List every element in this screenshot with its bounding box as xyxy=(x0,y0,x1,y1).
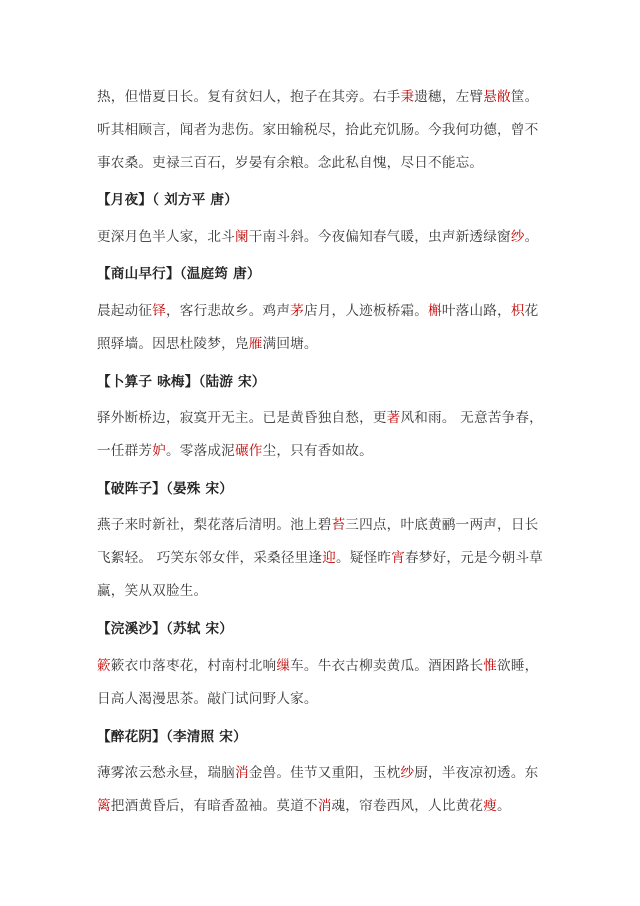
line-12 xyxy=(97,689,318,709)
text-run: 厨，半夜凉初透。东 xyxy=(414,765,539,781)
highlighted-word: 槲 xyxy=(428,303,442,319)
highlighted-word: 碾作 xyxy=(234,443,263,459)
text-run: 。疑怪昨 xyxy=(336,550,392,566)
text-run: 薄雾浓云愁永昼，瑞脑 xyxy=(97,765,235,781)
highlighted-word: 惟 xyxy=(483,658,498,674)
line-8 xyxy=(97,515,538,535)
highlighted-word: 苔 xyxy=(331,517,346,533)
text-run: 遗穗，左臂 xyxy=(414,89,484,105)
poem-heading-zuihuayin: 【醉花阴】（李清照 宋） xyxy=(97,729,247,745)
line-3 xyxy=(97,227,538,247)
text-run: 听其相顾言，闻者为悲伤。家田输税尽，拾此充饥肠。今我何功德，曾不 xyxy=(97,122,539,138)
text-run: 魂，帘卷西风，人比黄花 xyxy=(331,798,484,814)
text-run: 春梦好，元是今朝斗草 xyxy=(405,550,543,566)
text-run: 店月，人迹板桥霜。 xyxy=(303,303,429,319)
line-6 xyxy=(97,408,543,428)
highlighted-word: 雁 xyxy=(248,336,263,352)
text-run: 筐。 xyxy=(510,89,539,105)
text-run: 风和雨。 无意苦争春， xyxy=(400,410,543,426)
text-run: 车。牛衣古柳卖黄瓜。酒困路长 xyxy=(290,658,484,674)
highlighted-word: 纱 xyxy=(400,765,415,781)
text-run: 尘，只有香如故。 xyxy=(262,443,373,459)
text-run: 赢，笑从双脸生。 xyxy=(97,583,208,599)
line-13 xyxy=(97,763,538,783)
text-run: 。 xyxy=(497,798,511,814)
poem-heading-shangshan: 【商山早行】（温庭筠 唐） xyxy=(97,266,261,282)
highlighted-word: 妒 xyxy=(152,443,166,459)
text-run: 更深月色半人家，北斗 xyxy=(97,229,235,245)
highlighted-word: 秉 xyxy=(400,89,415,105)
highlighted-word: 阑 xyxy=(234,229,249,245)
text-run: 。 xyxy=(524,229,539,245)
text-run: 欲睡， xyxy=(497,658,539,674)
line-14 xyxy=(97,796,511,816)
text-run: 日高人渴漫思茶。敲门试问野人家。 xyxy=(97,691,318,707)
line-5 xyxy=(97,334,318,354)
line-9 xyxy=(97,548,543,568)
poem-heading-busuanzi: 【卜算子 咏梅】（陆游 宋） xyxy=(97,374,266,390)
text-run: 满回塘。 xyxy=(262,336,318,352)
text-run: 热，但惜夏日长。复有贫妇人，抱子在其旁。右手 xyxy=(97,89,401,105)
line-7 xyxy=(97,441,373,461)
text-run: 三四点，叶底黄鹂一两声，日长 xyxy=(345,517,539,533)
text-run: 飞絮轻。 巧笑东邻女伴，采桑径里逢 xyxy=(97,550,323,566)
text-run: 干南斗斜。今夜偏知春气暖，虫声新透绿窗 xyxy=(248,229,511,245)
highlighted-word: 茅 xyxy=(290,303,304,319)
line-0 xyxy=(97,87,538,107)
highlighted-word: 宵 xyxy=(391,550,406,566)
highlighted-word: 簌 xyxy=(97,658,111,674)
text-run: 。零落成泥 xyxy=(165,443,235,459)
text-run: 驿外断桥边，寂寞开无主。已是黄昏独自愁，更 xyxy=(97,410,387,426)
text-run: 叶落山路， xyxy=(441,303,511,319)
highlighted-word: 著 xyxy=(386,410,401,426)
text-run: 燕子来时新社，梨花落后清明。池上碧 xyxy=(97,517,332,533)
poem-heading-huanxisha: 【浣溪沙】（苏轼 宋） xyxy=(97,621,234,637)
highlighted-word: 消 xyxy=(317,798,332,814)
poem-heading-yueye: 【月夜】（ 刘方平 唐） xyxy=(97,192,239,208)
highlighted-word: 缫 xyxy=(276,658,291,674)
text-run: 一任群芳 xyxy=(97,443,153,459)
line-4 xyxy=(97,301,538,321)
text-run: 事农桑。吏禄三百石，岁晏有余粮。念此私自愧，尽日不能忘。 xyxy=(97,155,484,171)
line-10 xyxy=(97,581,207,601)
highlighted-word: 枳 xyxy=(510,303,525,319)
line-11 xyxy=(97,656,538,676)
text-run: 簌衣巾落枣花，村南村北响 xyxy=(110,658,277,674)
highlighted-word: 纱 xyxy=(510,229,525,245)
text-run: 照驿墙。因思杜陵梦，凫 xyxy=(97,336,249,352)
highlighted-word: 消 xyxy=(234,765,249,781)
highlighted-word: 瘦 xyxy=(483,798,498,814)
text-run: 晨起动征 xyxy=(97,303,153,319)
text-run: 金兽。佳节又重阳，玉枕 xyxy=(248,765,401,781)
highlighted-word: 迎 xyxy=(322,550,337,566)
highlighted-word: 篱 xyxy=(97,798,111,814)
text-run: 把酒黄昏后，有暗香盈袖。莫道不 xyxy=(110,798,318,814)
highlighted-word: 铎 xyxy=(152,303,166,319)
highlighted-word: 悬敝 xyxy=(483,89,511,105)
text-run: 花 xyxy=(524,303,539,319)
text-run: ，客行悲故乡。鸡声 xyxy=(165,303,291,319)
poem-heading-pozhenzi: 【破阵子】（晏殊 宋） xyxy=(97,481,234,497)
line-2 xyxy=(97,153,483,173)
line-1 xyxy=(97,120,538,140)
